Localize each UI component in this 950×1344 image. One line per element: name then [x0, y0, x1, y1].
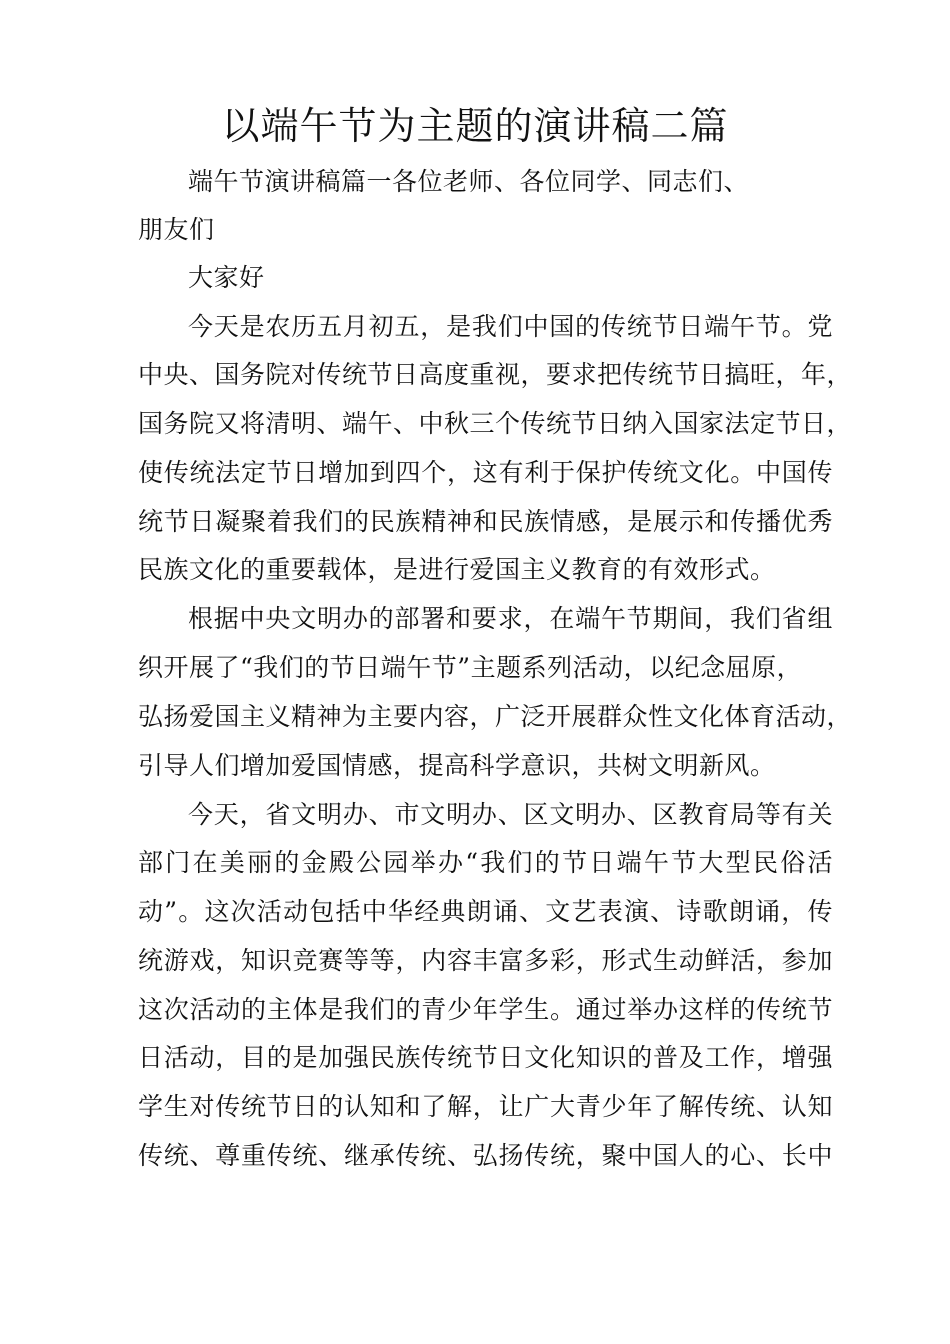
text-line: 国务院又将清明、端午、中秋三个传统节日纳入国家法定节日，: [138, 409, 853, 438]
text-line: 今天，省文明办、市文明办、区文明办、区教育局等有关: [188, 800, 833, 829]
text-line: 端午节演讲稿篇一各位老师、各位同学、同志们、: [188, 167, 750, 196]
text-line: 朋友们: [138, 215, 215, 244]
text-line: 传统、尊重传统、继承传统、弘扬传统，聚中国人的心、长中: [138, 1141, 833, 1170]
text-line: 弘扬爱国主义精神为主要内容，广泛开展群众性文化体育活动，: [138, 702, 853, 731]
text-line: 动”。这次活动包括中华经典朗诵、文艺表演、诗歌朗诵，传: [138, 897, 833, 926]
text-line: 统游戏，知识竞赛等等，内容丰富多彩，形式生动鲜活，参加: [138, 946, 833, 975]
text-line: 民族文化的重要载体，是进行爱国主义教育的有效形式。: [138, 555, 776, 584]
text-line: 部门在美丽的金殿公园举办“我们的节日端午节大型民俗活: [138, 848, 833, 877]
text-line: 这次活动的主体是我们的青少年学生。通过举办这样的传统节: [138, 995, 833, 1024]
text-line: 统节日凝聚着我们的民族精神和民族情感，是展示和传播优秀: [138, 507, 833, 536]
text-line: 中央、国务院对传统节日高度重视，要求把传统节日搞旺，年，: [138, 360, 853, 389]
text-line: 大家好: [188, 263, 265, 292]
text-line: 今天是农历五月初五，是我们中国的传统节日端午节。党: [188, 312, 833, 341]
document-title: 以端午节为主题的演讲稿二篇: [221, 104, 729, 148]
text-line: 日活动，目的是加强民族传统节日文化知识的普及工作，增强: [138, 1043, 833, 1072]
text-line: 使传统法定节日增加到四个，这有利于保护传统文化。中国传: [138, 458, 833, 487]
text-line: 根据中央文明办的部署和要求，在端午节期间，我们省组: [188, 604, 833, 633]
text-line: 学生对传统节日的认知和了解，让广大青少年了解传统、认知: [138, 1092, 833, 1121]
text-line: 织开展了“我们的节日端午节”主题系列活动，以纪念屈原，: [138, 653, 803, 682]
text-line: 引导人们增加爱国情感，提高科学意识，共树文明新风。: [138, 751, 776, 780]
